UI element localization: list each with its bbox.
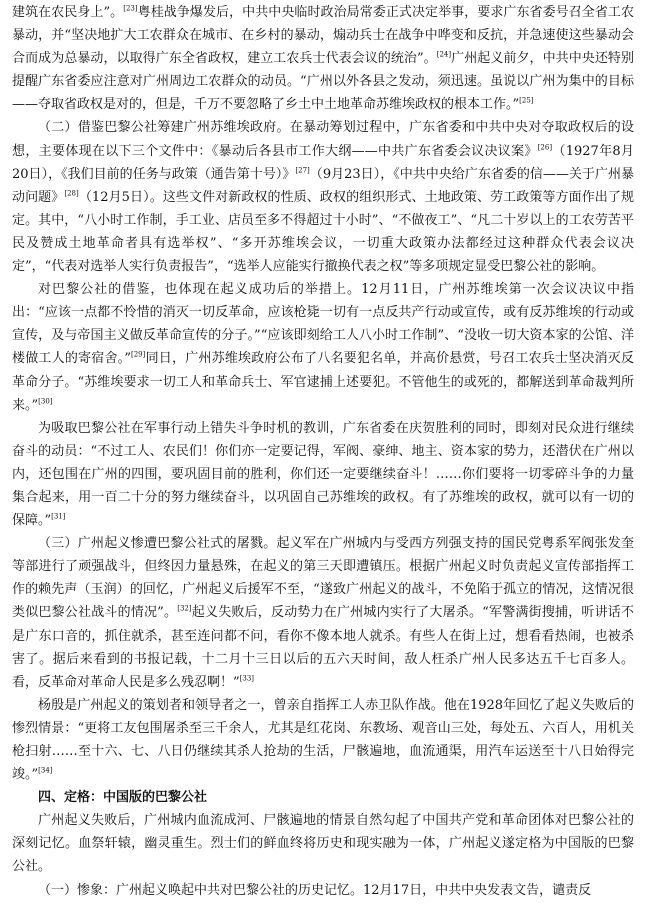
text-run: 起义失败后，反动势力在广州城内实行了大屠杀。“军警满街搜捕，听讲话不是广东口音的，抓住就杀，甚至连问都不问，看你不像本地人就杀。有些人在街上过，想看看热闹，也被杀害了。据后来看到的书报记载，十二月十三日以后的五六天时间，敌人枉杀广州人民多达五千七百多人。看，反革命对革命人民是多么残忍啊！” xyxy=(12,605,634,690)
paragraph-1 xyxy=(12,1,634,116)
text-run: 同日，广州苏维埃政府公布了八名要犯名单，并高价悬赏，号召工农兵士坚决消灭反革命分子。“苏维埃要求一切工人和革命兵士、军官逮捕上述要犯。不管他生的或死的，都解送到革命裁判所来。” xyxy=(12,351,634,413)
text-run: 为吸取巴黎公社在军事行动上错失斗争时机的教训，广东省委在庆贺胜利的同时，即刻对民众进行继续奋斗的动员：“不过工人、农民们！你们亦一定要记得，军阀、豪绅、地主、资本家的势力，还潜伏在广州以内，还包围在广州的四围，要巩固目前的胜利，你们还一定要继续奋斗！……你们要将一切零碎斗争的力量集合起来，用一百二十分的努力继续奋斗，以巩固自己苏维埃的政权。有了苏维埃的政权，就可以有一切的保障。” xyxy=(12,420,634,529)
footnote-ref-34: [34] xyxy=(38,766,53,775)
footnote-ref-26: [26] xyxy=(537,143,553,152)
footnote-ref-30: [30] xyxy=(38,397,53,406)
paragraph-4 xyxy=(12,417,634,532)
text-run: 广州起义失败后，广州城内血流成河、尸骸遍地的情景自然勾起了中国共产党和革命团体对巴黎公社的深刻记忆。血祭轩辕，幽灵重生。烈士们的鲜血终将历史和现实融为一体，广州起义遂定格为中国版的巴黎公社。 xyxy=(12,813,634,875)
text-run: 对巴黎公社的借鉴，也体现在起义成功后的举措上。12月11日，广州苏维埃第一次会议决议中指出：“应该一点都不怜惜的消灭一切反革命，应该枪毙一切有一点反共产行动或宣传，或有反苏维埃的行动或宣传，及与帝国主义做反革命宣传的分子。”“应该即刻给工人八小时工作制”、“没收一切大资本家的公馆、洋楼做工人的寄宿舍。” xyxy=(12,282,634,367)
footnote-ref-25: [25] xyxy=(519,97,534,106)
text-run: （二）借鉴巴黎公社筹建广州苏维埃政府。在暴动筹划过程中，广东省委和中共中央对夺取政权后的设想，主要体现在以下三个文件中：《暴动后各县市工作大纲——中共广东省委会议决议案》 xyxy=(12,120,634,159)
paragraph-8 xyxy=(12,879,634,902)
paragraph-2 xyxy=(12,116,634,278)
section-heading-text: 四、定格：中国版的巴黎公社 xyxy=(38,790,208,806)
footnote-ref-33: [33] xyxy=(239,674,255,683)
text-run: （一）惨象：广州起义唤起中共对巴黎公社的历史记忆。12月17日，中共中央发表文告，谴责反 xyxy=(38,882,592,898)
footnote-ref-31: [31] xyxy=(51,512,66,521)
text-run: 建筑在农民身上”。 xyxy=(12,5,124,20)
paragraph-3 xyxy=(12,278,634,417)
text-run: 粤桂战争爆发后，中共中央临时政治局常委正式决定举事，要求广东省委号召全省工农暴动，并“坚决地扩大工农群众在城市、在乡村的暴动，煽动兵士在战争中哗变和反抗，并急速使这些暴动会合而成为总暴动，以取得广东全省政权，建立工农兵士代表会议的统治”。 xyxy=(12,5,634,67)
paragraph-6 xyxy=(12,694,634,786)
footnote-ref-23: [23] xyxy=(123,4,138,13)
footnote-ref-29: [29] xyxy=(131,351,146,360)
footnote-ref-32: [32] xyxy=(177,605,192,614)
text-run: 杨殷是广州起义的策划者和领导者之一，曾亲自指挥工人赤卫队作战。他在1928年回忆了起义失败后的惨烈情景：“更将工友包围屠杀至三千余人，尤其是红花岗、东教场、观音山三处，每处五、六百人，用机关枪扫射……至十六、七、八日仍继续其杀人抢劫的生活，尸骸遍地，血流通渠，用汽车运送至十八日始得完竣。” xyxy=(12,697,634,783)
footnote-ref-24: [24] xyxy=(436,50,452,59)
text-run: （12月5日）。这些文件对新政权的性质、政权的组织形式、土地政策、劳工政策等方面作出了规定。其中，“八小时工作制，手工业、店员至多不得超过十小时”、“不做夜工”、“凡二十岁以上的工农劳苦平民及赞成土地革命者具有选举权”、“多开苏维埃会议，一切重大政策办法都经过这种群众代表会议决定”，“代表对选举人实行负责报告”，“选举人应能实行撤换代表之权”等多项规定显受巴黎公社的影响。 xyxy=(12,189,634,275)
text-run: （三）广州起义惨遭巴黎公社式的屠戮。起义军在广州城内与受西方列强支持的国民党粤系军阀张发奎等部进行了顽强战斗，但终因力量悬殊，在起义的第三天即遭镇压。根据广州起义时负责起义宣传部指挥工作的赖先声（玉润）的回忆，广州起义后援军不至，“遂致广州起义的战斗，不免陷于孤立的情况，这情况很类似巴黎公社战斗的情况”。 xyxy=(12,536,634,621)
paragraph-7 xyxy=(12,809,634,878)
footnote-ref-28: [28] xyxy=(64,189,79,198)
section-heading xyxy=(12,786,634,809)
text-run: （1927年8月20日），《我们目前的任务与政策（通告第十号）》 xyxy=(12,143,634,182)
text-run: 广州起义前夕，中共中央还特别提醒广东省委应注意对广州周边工农群众的动员。“广州以外各县之发动，须迅速。虽说以广州为集中的目标——夺取省政权是对的，但是，千万不要忽略了乡土中土地革命苏维埃政权的根本工作。” xyxy=(12,51,634,113)
footnote-ref-27: [27] xyxy=(295,166,310,175)
text-run: （9月23日），《中共中央给广东省委的信——关于广州暴动问题》 xyxy=(12,166,634,205)
paragraph-5 xyxy=(12,532,634,694)
